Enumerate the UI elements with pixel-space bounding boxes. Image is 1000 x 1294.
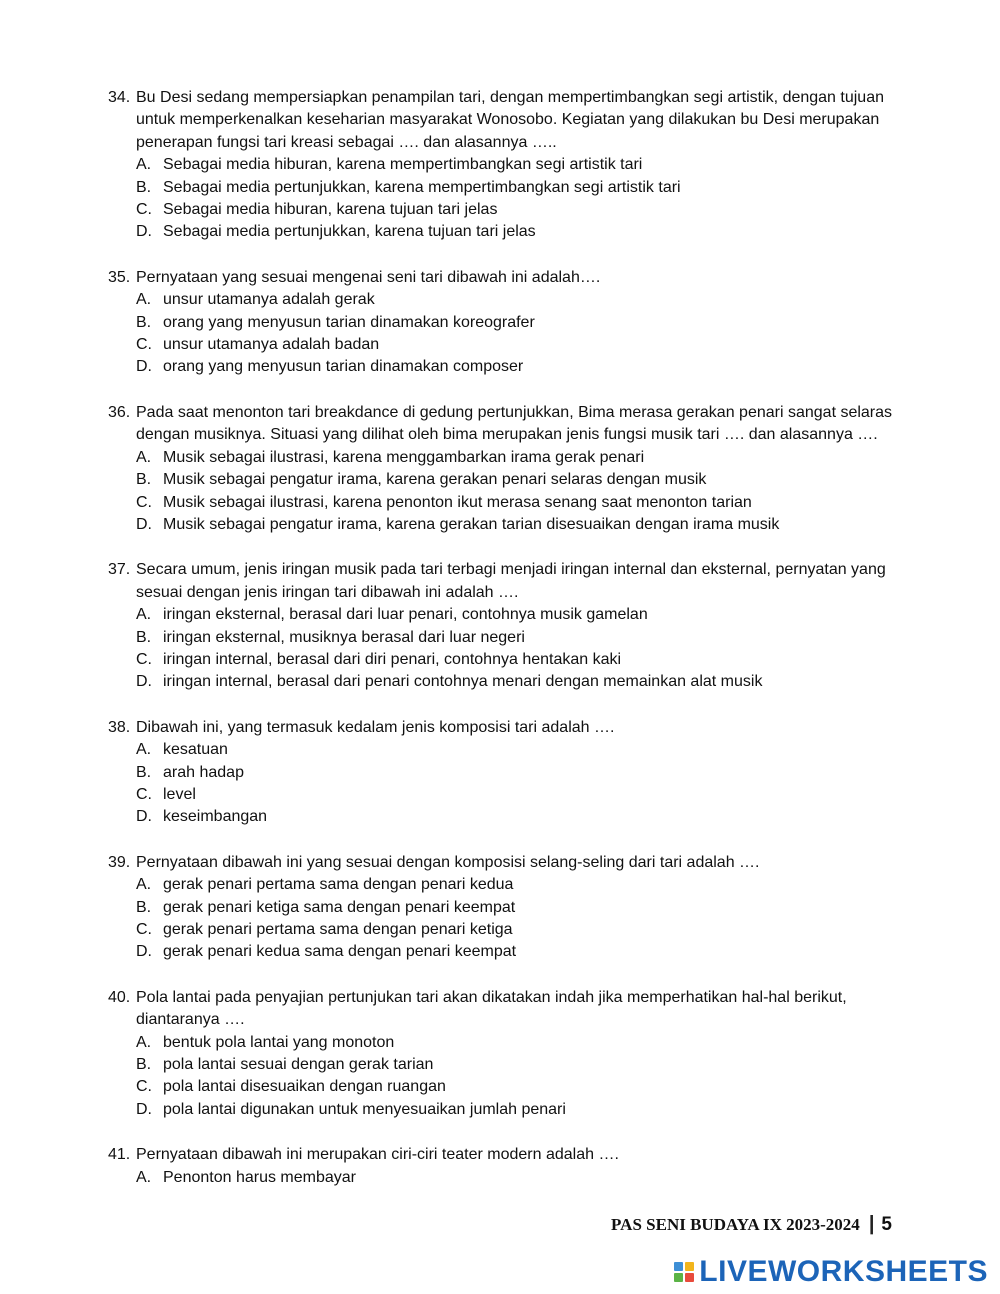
option-b[interactable]	[108, 627, 898, 649]
option-letter: C.	[136, 785, 152, 803]
option-letter: A.	[136, 876, 152, 894]
option-text: pola lantai digunakan untuk menyesuaikan jumlah penari	[163, 1100, 566, 1118]
option-d[interactable]	[108, 1099, 898, 1121]
question-stem	[108, 559, 898, 604]
question-39	[108, 852, 898, 964]
page-footer	[611, 1213, 892, 1236]
option-d[interactable]	[108, 221, 898, 243]
question-stem	[108, 852, 898, 874]
option-letter: A.	[136, 156, 152, 174]
option-c[interactable]	[108, 919, 898, 941]
logo-square-1	[674, 1262, 683, 1271]
option-a[interactable]	[108, 1167, 898, 1189]
option-letter: D.	[136, 223, 152, 241]
question-stem	[108, 402, 898, 447]
option-b[interactable]	[108, 1054, 898, 1076]
option-text: unsur utamanya adalah gerak	[163, 291, 375, 309]
option-a[interactable]	[108, 289, 898, 311]
option-text: Penonton harus membayar	[163, 1168, 356, 1186]
option-text: level	[163, 785, 196, 803]
question-number: 40.	[108, 988, 131, 1006]
option-d[interactable]	[108, 514, 898, 536]
question-41	[108, 1144, 898, 1189]
question-36	[108, 402, 898, 536]
logo-square-4	[685, 1273, 694, 1282]
option-c[interactable]	[108, 784, 898, 806]
option-text: Musik sebagai pengatur irama, karena gerakan penari selaras dengan musik	[163, 471, 707, 489]
question-text: Bu Desi sedang mempersiapkan penampilan tari, dengan mempertimbangkan segi artistik, dengan tujuan untuk memperkenalkan keseharian masyarakat Wonosobo. Kegiatan yang dilakukan bu Desi merupakan penerapan fungsi tari kreasi sebagai …. dan alasannya …..	[136, 89, 884, 151]
option-text: gerak penari pertama sama dengan penari kedua	[163, 876, 514, 894]
option-text: orang yang menyusun tarian dinamakan koreografer	[163, 313, 535, 331]
option-letter: D.	[136, 808, 152, 826]
option-d[interactable]	[108, 671, 898, 693]
question-number: 37.	[108, 561, 131, 579]
option-text: iringan eksternal, berasal dari luar penari, contohnya musik gamelan	[163, 606, 648, 624]
option-letter: D.	[136, 515, 152, 533]
option-letter: C.	[136, 493, 152, 511]
option-letter: D.	[136, 1100, 152, 1118]
option-a[interactable]	[108, 874, 898, 896]
option-text: Sebagai media hiburan, karena tujuan tari jelas	[163, 201, 498, 219]
option-letter: D.	[136, 358, 152, 376]
question-stem	[108, 987, 898, 1032]
option-b[interactable]	[108, 762, 898, 784]
question-number: 34.	[108, 89, 131, 106]
option-text: unsur utamanya adalah badan	[163, 336, 380, 354]
option-text: pola lantai disesuaikan dengan ruangan	[163, 1078, 446, 1096]
option-letter: A.	[136, 291, 152, 309]
option-d[interactable]	[108, 941, 898, 963]
option-letter: D.	[136, 943, 152, 961]
footer-title: PAS SENI BUDAYA IX 2023-2024	[611, 1214, 860, 1234]
option-letter: A.	[136, 606, 152, 624]
footer-separator: |	[868, 1213, 875, 1235]
option-letter: A.	[136, 741, 152, 759]
option-text: iringan internal, berasal dari penari contohnya menari dengan memainkan alat musik	[163, 673, 763, 691]
question-number: 41.	[108, 1146, 131, 1164]
option-letter: B.	[136, 178, 152, 196]
option-letter: A.	[136, 448, 152, 466]
question-stem	[108, 1144, 898, 1166]
option-text: Musik sebagai ilustrasi, karena penonton ikut merasa senang saat menonton tarian	[163, 493, 752, 511]
option-text: orang yang menyusun tarian dinamakan composer	[163, 358, 524, 376]
brand-name: LIVEWORKSHEETS	[699, 1255, 988, 1288]
logo-square-2	[685, 1262, 694, 1271]
option-b[interactable]	[108, 177, 898, 199]
option-letter: D.	[136, 673, 152, 691]
question-text: Pernyataan yang sesuai mengenai seni tari dibawah ini adalah….	[136, 268, 601, 286]
option-b[interactable]	[108, 897, 898, 919]
question-text: Pola lantai pada penyajian pertunjukan tari akan dikatakan indah jika memperhatikan hal-hal berikut, diantaranya ….	[136, 988, 847, 1029]
option-text: iringan internal, berasal dari diri penari, contohnya hentakan kaki	[163, 650, 622, 668]
question-text: Secara umum, jenis iringan musik pada tari terbagi menjadi iringan internal dan eksternal, pernyatan yang sesuai dengan jenis iringan tari dibawah ini adalah ….	[136, 561, 886, 601]
option-letter: C.	[136, 650, 152, 668]
option-text: gerak penari ketiga sama dengan penari keempat	[163, 898, 516, 916]
question-number: 36.	[108, 403, 131, 421]
page-number: 5	[881, 1213, 892, 1235]
option-text: Sebagai media pertunjukkan, karena mempertimbangkan segi artistik tari	[163, 178, 681, 196]
option-letter: B.	[136, 763, 152, 781]
option-c[interactable]	[108, 199, 898, 221]
question-text: Pernyataan dibawah ini yang sesuai dengan komposisi selang-seling dari tari adalah ….	[136, 853, 760, 871]
option-text: iringan eksternal, musiknya berasal dari luar negeri	[163, 628, 525, 646]
option-text: Sebagai media pertunjukkan, karena tujuan tari jelas	[163, 223, 536, 241]
option-letter: C.	[136, 201, 152, 219]
logo-square-3	[674, 1273, 683, 1282]
question-text: Pernyataan dibawah ini merupakan ciri-ciri teater modern adalah ….	[136, 1146, 619, 1164]
question-text: Pada saat menonton tari breakdance di gedung pertunjukkan, Bima merasa gerakan penari sangat selaras dengan musiknya. Situasi yang dilihat oleh bima merupakan jenis fungsi musik tari …. dan alasannya ….	[136, 403, 893, 444]
question-stem	[108, 717, 898, 739]
option-letter: B.	[136, 898, 152, 916]
option-a[interactable]	[108, 154, 898, 176]
question-number: 38.	[108, 718, 131, 736]
option-letter: A.	[136, 1033, 152, 1051]
question-number: 35.	[108, 268, 131, 286]
question-35	[108, 267, 898, 379]
option-text: pola lantai sesuai dengan gerak tarian	[163, 1056, 434, 1074]
option-letter: C.	[136, 921, 152, 938]
option-a[interactable]	[108, 604, 898, 626]
option-text: Musik sebagai pengatur irama, karena gerakan tarian disesuaikan dengan irama musik	[163, 515, 780, 533]
option-letter: B.	[136, 313, 152, 331]
option-text: kesatuan	[163, 741, 228, 759]
option-c[interactable]	[108, 334, 898, 356]
question-34	[108, 87, 898, 244]
question-text: Dibawah ini, yang termasuk kedalam jenis komposisi tari adalah ….	[136, 718, 615, 736]
question-40	[108, 987, 898, 1121]
option-text: Musik sebagai ilustrasi, karena menggambarkan irama gerak penari	[163, 448, 645, 466]
option-d[interactable]	[108, 356, 898, 378]
option-letter: B.	[136, 628, 152, 646]
option-text: gerak penari pertama sama dengan penari ketiga	[163, 921, 513, 938]
option-text: bentuk pola lantai yang monoton	[163, 1033, 395, 1051]
question-37	[108, 559, 898, 693]
option-d[interactable]	[108, 806, 898, 828]
option-text: gerak penari kedua sama dengan penari keempat	[163, 943, 517, 961]
question-list	[108, 87, 898, 1212]
option-c[interactable]	[108, 649, 898, 671]
option-a[interactable]	[108, 1032, 898, 1054]
option-text: Sebagai media hiburan, karena mempertimbangkan segi artistik tari	[163, 156, 643, 174]
option-text: arah hadap	[163, 763, 244, 781]
option-letter: B.	[136, 471, 152, 489]
option-c[interactable]	[108, 492, 898, 514]
option-letter: C.	[136, 336, 152, 354]
option-letter: B.	[136, 1056, 152, 1074]
question-38	[108, 717, 898, 829]
option-b[interactable]	[108, 469, 898, 491]
question-stem	[108, 267, 898, 289]
option-letter: C.	[136, 1078, 152, 1096]
liveworksheets-brand[interactable]	[674, 1255, 988, 1289]
option-c[interactable]	[108, 1076, 898, 1098]
option-a[interactable]	[108, 447, 898, 469]
option-b[interactable]	[108, 312, 898, 334]
liveworksheets-logo-icon	[674, 1262, 694, 1282]
option-a[interactable]	[108, 739, 898, 761]
option-letter: A.	[136, 1168, 152, 1186]
option-text: keseimbangan	[163, 808, 268, 826]
question-number: 39.	[108, 853, 131, 871]
question-stem	[108, 87, 898, 154]
